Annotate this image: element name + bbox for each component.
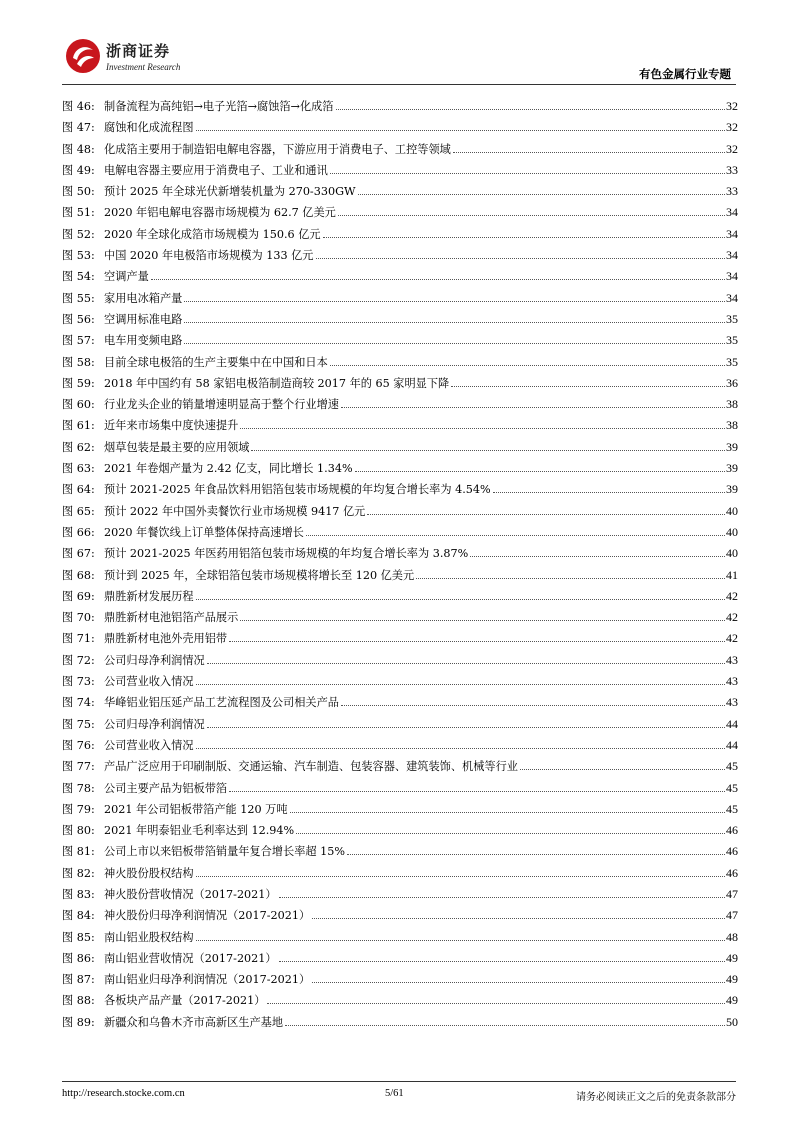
dot-leader (285, 1025, 725, 1026)
dot-leader (312, 982, 725, 983)
dot-leader (290, 812, 725, 813)
figure-label: 图 47: (62, 121, 95, 135)
dot-leader (151, 279, 725, 280)
toc-entry[interactable] (62, 865, 738, 886)
figure-page-number: 49 (726, 993, 738, 1008)
figure-label: 图 52: (62, 227, 95, 241)
figure-page-number: 43 (726, 652, 738, 667)
figure-page-number: 44 (726, 716, 738, 731)
figure-page-number: 32 (726, 99, 738, 113)
figure-title: 南山铝业股权结构 (104, 930, 194, 944)
figure-title: 空调用标准电路 (104, 312, 183, 326)
dot-leader (196, 876, 725, 877)
toc-entry[interactable] (62, 545, 738, 566)
toc-entry[interactable] (62, 247, 738, 268)
figure-title: 公司主要产品为铝板带箔 (104, 781, 228, 795)
figure-title: 预计 2022 年中国外卖餐饮行业市场规模 9417 亿元 (104, 504, 366, 518)
toc-entry[interactable] (62, 290, 738, 311)
figure-label: 图 84: (62, 909, 95, 923)
toc-entry[interactable] (62, 204, 738, 225)
figure-label: 图 76: (62, 738, 95, 752)
figure-label: 图 54: (62, 270, 95, 284)
figure-page-number: 35 (726, 333, 738, 348)
dot-leader (341, 407, 725, 408)
dot-leader (520, 769, 725, 770)
figure-page-number: 36 (726, 375, 738, 390)
footer-divider (62, 1081, 736, 1082)
figure-page-number: 42 (726, 610, 738, 625)
dot-leader (312, 918, 725, 919)
figure-page-number: 34 (726, 248, 738, 263)
toc-entry[interactable] (62, 1014, 738, 1035)
dot-leader (296, 833, 725, 834)
figure-label: 图 58: (62, 355, 95, 369)
figure-label: 图 77: (62, 760, 95, 774)
figure-page-number: 42 (726, 588, 738, 603)
figure-title: 中国 2020 年电极箔市场规模为 133 亿元 (104, 249, 314, 263)
figure-page-number: 46 (726, 865, 738, 880)
toc-entry[interactable] (62, 311, 738, 332)
figure-title: 神火股份营收情况（2017-2021） (104, 887, 277, 901)
figure-label: 图 51: (62, 206, 95, 220)
figure-label: 图 48: (62, 142, 95, 156)
toc-entry[interactable] (62, 396, 738, 417)
figure-page-number: 43 (726, 674, 738, 689)
figure-label: 图 78: (62, 781, 95, 795)
figure-page-number: 39 (726, 461, 738, 476)
figure-label: 图 72: (62, 653, 95, 667)
figure-page-number: 46 (726, 844, 738, 859)
figure-title: 制备流程为高纯铝→电子光箔→腐蚀箔→化成箔 (104, 100, 334, 113)
toc-entry[interactable] (62, 971, 738, 992)
figure-label: 图 80: (62, 824, 95, 838)
toc-entry[interactable] (62, 524, 738, 545)
toc-entry[interactable] (62, 162, 738, 183)
brand-tagline: Investment Research (106, 62, 181, 72)
figure-label: 图 89: (62, 1015, 95, 1029)
dot-leader (493, 492, 725, 493)
dot-leader (196, 599, 725, 600)
figure-label: 图 86: (62, 951, 95, 965)
dot-leader (196, 940, 725, 941)
figure-label: 图 61: (62, 419, 95, 433)
figure-page-number: 45 (726, 759, 738, 774)
figure-title: 空调产量 (104, 270, 149, 284)
figure-title: 新疆众和乌鲁木齐市高新区生产基地 (104, 1015, 284, 1029)
toc-entry[interactable] (62, 843, 738, 864)
toc-entry[interactable] (62, 822, 738, 843)
toc-entry[interactable] (62, 503, 738, 524)
figure-page-number: 38 (726, 397, 738, 412)
figure-title: 家用电冰箱产量 (104, 291, 183, 305)
figure-label: 图 60: (62, 398, 95, 412)
figure-page-number: 49 (726, 972, 738, 987)
figure-page-number: 48 (726, 929, 738, 944)
dot-leader (184, 301, 725, 302)
figure-title: 行业龙头企业的销量增速明显高于整个行业增速 (104, 398, 339, 412)
footer-url[interactable]: http://research.stocke.com.cn (62, 1088, 185, 1099)
toc-entry[interactable] (62, 950, 738, 971)
dot-leader (267, 1003, 725, 1004)
dot-leader (306, 535, 725, 536)
dot-leader (229, 641, 725, 642)
figure-title: 南山铝业营收情况（2017-2021） (104, 951, 277, 965)
figure-label: 图 87: (62, 973, 95, 987)
figure-label: 图 73: (62, 675, 95, 689)
toc-entry[interactable] (62, 460, 738, 481)
figure-page-number: 46 (726, 823, 738, 838)
dot-leader (279, 961, 725, 962)
figure-title: 化成箔主要用于制造铝电解电容器，下游应用于消费电子、工控等领域 (104, 142, 451, 156)
toc-entry[interactable] (62, 780, 738, 801)
figure-page-number: 41 (726, 567, 738, 582)
figure-title: 神火股份归母净利润情况（2017-2021） (104, 909, 311, 923)
figure-label: 图 57: (62, 334, 95, 348)
figure-label: 图 79: (62, 802, 95, 816)
toc-entry[interactable] (62, 929, 738, 950)
figure-page-number: 45 (726, 801, 738, 816)
toc-entry[interactable] (62, 183, 738, 204)
figure-title: 2020 年铝电解电容器市场规模为 62.7 亿美元 (104, 206, 336, 220)
figure-title: 2018 年中国约有 58 家铝电极箔制造商较 2017 年的 65 家明显下降 (104, 376, 450, 390)
dot-leader (367, 514, 725, 515)
figure-page-number: 40 (726, 524, 738, 539)
figure-label: 图 88: (62, 994, 95, 1008)
figure-page-number: 42 (726, 631, 738, 646)
dot-leader (355, 471, 725, 472)
toc-entry[interactable] (62, 992, 738, 1013)
toc-entry[interactable] (62, 652, 738, 673)
figure-label: 图 53: (62, 249, 95, 263)
dot-leader (184, 343, 725, 344)
figure-title: 预计 2025 年全球光伏新增装机量为 270-330GW (104, 185, 356, 199)
figure-label: 图 55: (62, 291, 95, 305)
toc-entry[interactable] (62, 268, 738, 289)
dot-leader (184, 322, 725, 323)
figure-page-number: 34 (726, 205, 738, 220)
figure-title: 公司上市以来铝板带箔销量年复合增长率超 15% (104, 845, 345, 859)
logo-icon (65, 38, 101, 74)
figure-title: 腐蚀和化成流程图 (104, 121, 194, 135)
figure-title: 神火股份股权结构 (104, 866, 194, 880)
figure-label: 图 82: (62, 866, 95, 880)
figure-page-number: 33 (726, 162, 738, 177)
dot-leader (251, 450, 725, 451)
toc-entry[interactable] (62, 141, 738, 162)
figure-title: 2020 年餐饮线上订单整体保持高速增长 (104, 525, 304, 539)
toc-entry[interactable] (62, 630, 738, 651)
brand-name: 浙商证券 (106, 42, 171, 60)
figure-title: 鼎胜新材发展历程 (104, 589, 194, 603)
dot-leader (240, 428, 725, 429)
figure-page-number: 32 (726, 141, 738, 156)
figure-page-number: 44 (726, 737, 738, 752)
dot-leader (207, 663, 725, 664)
dot-leader (196, 748, 725, 749)
dot-leader (323, 237, 725, 238)
figure-label: 图 66: (62, 525, 95, 539)
toc-entry[interactable] (62, 332, 738, 353)
toc-entry[interactable] (62, 588, 738, 609)
figure-label: 图 49: (62, 163, 95, 177)
figure-page-number: 35 (726, 311, 738, 326)
dot-leader (240, 620, 725, 621)
figure-title: 预计到 2025 年，全球铝箔包装市场规模将增长至 120 亿美元 (104, 568, 415, 582)
figure-label: 图 75: (62, 717, 95, 731)
figure-title: 公司营业收入情况 (104, 675, 194, 689)
figure-page-number: 40 (726, 503, 738, 518)
figure-title: 2021 年明泰铝业毛利率达到 12.94% (104, 824, 295, 838)
toc-entry[interactable] (62, 886, 738, 907)
toc-entry[interactable] (62, 737, 738, 758)
dot-leader (338, 215, 725, 216)
figure-page-number: 45 (726, 780, 738, 795)
figure-label: 图 63: (62, 462, 95, 476)
figure-title: 电解电容器主要应用于消费电子、工业和通讯 (104, 163, 328, 177)
toc-entry[interactable] (62, 439, 738, 460)
dot-leader (330, 173, 725, 174)
disclaimer: 请务必阅读正文之后的免责条款部分 (576, 1092, 736, 1103)
figure-label: 图 62: (62, 440, 95, 454)
figure-label: 图 68: (62, 568, 95, 582)
toc-entry[interactable] (62, 567, 738, 588)
toc-entry[interactable] (62, 375, 738, 396)
figure-title: 近年来市场集中度快速提升 (104, 419, 239, 433)
figure-title: 产品广泛应用于印刷制版、交通运输、汽车制造、包装容器、建筑装饰、机械等行业 (104, 760, 518, 774)
figure-label: 图 46: (62, 100, 95, 113)
figure-list (62, 98, 738, 1035)
figure-title: 2021 年公司铝板带箔产能 120 万吨 (104, 802, 288, 816)
dot-leader (336, 109, 726, 110)
page-header (0, 0, 793, 90)
figure-page-number: 47 (726, 908, 738, 923)
figure-label: 图 71: (62, 632, 95, 646)
figure-label: 图 67: (62, 547, 95, 561)
figure-label: 图 50: (62, 185, 95, 199)
figure-title: 预计 2021-2025 年医药用铝箔包装市场规模的年均复合增长率为 3.87% (104, 547, 469, 561)
figure-page-number: 50 (726, 1014, 738, 1029)
dot-leader (451, 386, 725, 387)
figure-page-number: 43 (726, 695, 738, 710)
figure-label: 图 59: (62, 376, 95, 390)
figure-page-number: 35 (726, 354, 738, 369)
dot-leader (196, 130, 725, 131)
figure-page-number: 39 (726, 439, 738, 454)
dot-leader (330, 365, 725, 366)
figure-label: 图 81: (62, 845, 95, 859)
figure-page-number: 39 (726, 482, 738, 497)
toc-entry[interactable] (62, 694, 738, 715)
figure-label: 图 85: (62, 930, 95, 944)
figure-title: 鼎胜新材电池外壳用铝带 (104, 632, 228, 646)
dot-leader (316, 258, 726, 259)
toc-entry[interactable] (62, 119, 738, 140)
toc-entry[interactable] (62, 98, 738, 119)
figure-page-number: 34 (726, 226, 738, 241)
figure-label: 图 65: (62, 504, 95, 518)
figure-page-number: 32 (726, 120, 738, 135)
figure-label: 图 56: (62, 312, 95, 326)
figure-title: 华峰铝业铝压延产品工艺流程图及公司相关产品 (104, 696, 339, 710)
figure-label: 图 64: (62, 483, 95, 497)
figure-title: 目前全球电极箔的生产主要集中在中国和日本 (104, 355, 328, 369)
figure-title: 电车用变频电路 (104, 334, 183, 348)
toc-entry[interactable] (62, 481, 738, 502)
dot-leader (196, 684, 725, 685)
figure-title: 公司营业收入情况 (104, 738, 194, 752)
dot-leader (229, 791, 725, 792)
figure-title: 预计 2021-2025 年食品饮料用铝箔包装市场规模的年均复合增长率为 4.54% (104, 483, 491, 497)
figure-page-number: 34 (726, 290, 738, 305)
dot-leader (347, 854, 725, 855)
figure-page-number: 40 (726, 546, 738, 561)
toc-entry[interactable] (62, 354, 738, 375)
dot-leader (207, 727, 725, 728)
toc-entry[interactable] (62, 226, 738, 247)
figure-label: 图 83: (62, 887, 95, 901)
dot-leader (358, 194, 725, 195)
figure-title: 鼎胜新材电池铝箔产品展示 (104, 611, 239, 625)
figure-label: 图 74: (62, 696, 95, 710)
toc-entry[interactable] (62, 801, 738, 822)
toc-entry[interactable] (62, 417, 738, 438)
figure-title: 2020 年全球化成箔市场规模为 150.6 亿元 (104, 227, 321, 241)
figure-page-number: 33 (726, 184, 738, 199)
figure-title: 南山铝业归母净利润情况（2017-2021） (104, 973, 311, 987)
figure-title: 烟草包装是最主要的应用领域 (104, 440, 250, 454)
figure-title: 各板块产品产量（2017-2021） (104, 994, 266, 1008)
dot-leader (341, 705, 725, 706)
toc-entry[interactable] (62, 716, 738, 737)
dot-leader (416, 578, 725, 579)
dot-leader (470, 556, 725, 557)
figure-label: 图 69: (62, 589, 95, 603)
report-type: 有色金属行业专题 (639, 67, 731, 81)
figure-page-number: 38 (726, 418, 738, 433)
figure-label: 图 70: (62, 611, 95, 625)
figure-title: 公司归母净利润情况 (104, 717, 205, 731)
toc-entry[interactable] (62, 907, 738, 928)
toc-entry[interactable] (62, 609, 738, 630)
dot-leader (279, 897, 725, 898)
figure-title: 2021 年卷烟产量为 2.42 亿支，同比增长 1.34% (104, 462, 353, 476)
figure-page-number: 49 (726, 950, 738, 965)
page-number: 5/61 (385, 1088, 404, 1099)
toc-entry[interactable] (62, 673, 738, 694)
header-divider (62, 84, 736, 85)
toc-entry[interactable] (62, 758, 738, 779)
figure-page-number: 34 (726, 269, 738, 284)
figure-title: 公司归母净利润情况 (104, 653, 205, 667)
dot-leader (453, 152, 725, 153)
figure-page-number: 47 (726, 886, 738, 901)
